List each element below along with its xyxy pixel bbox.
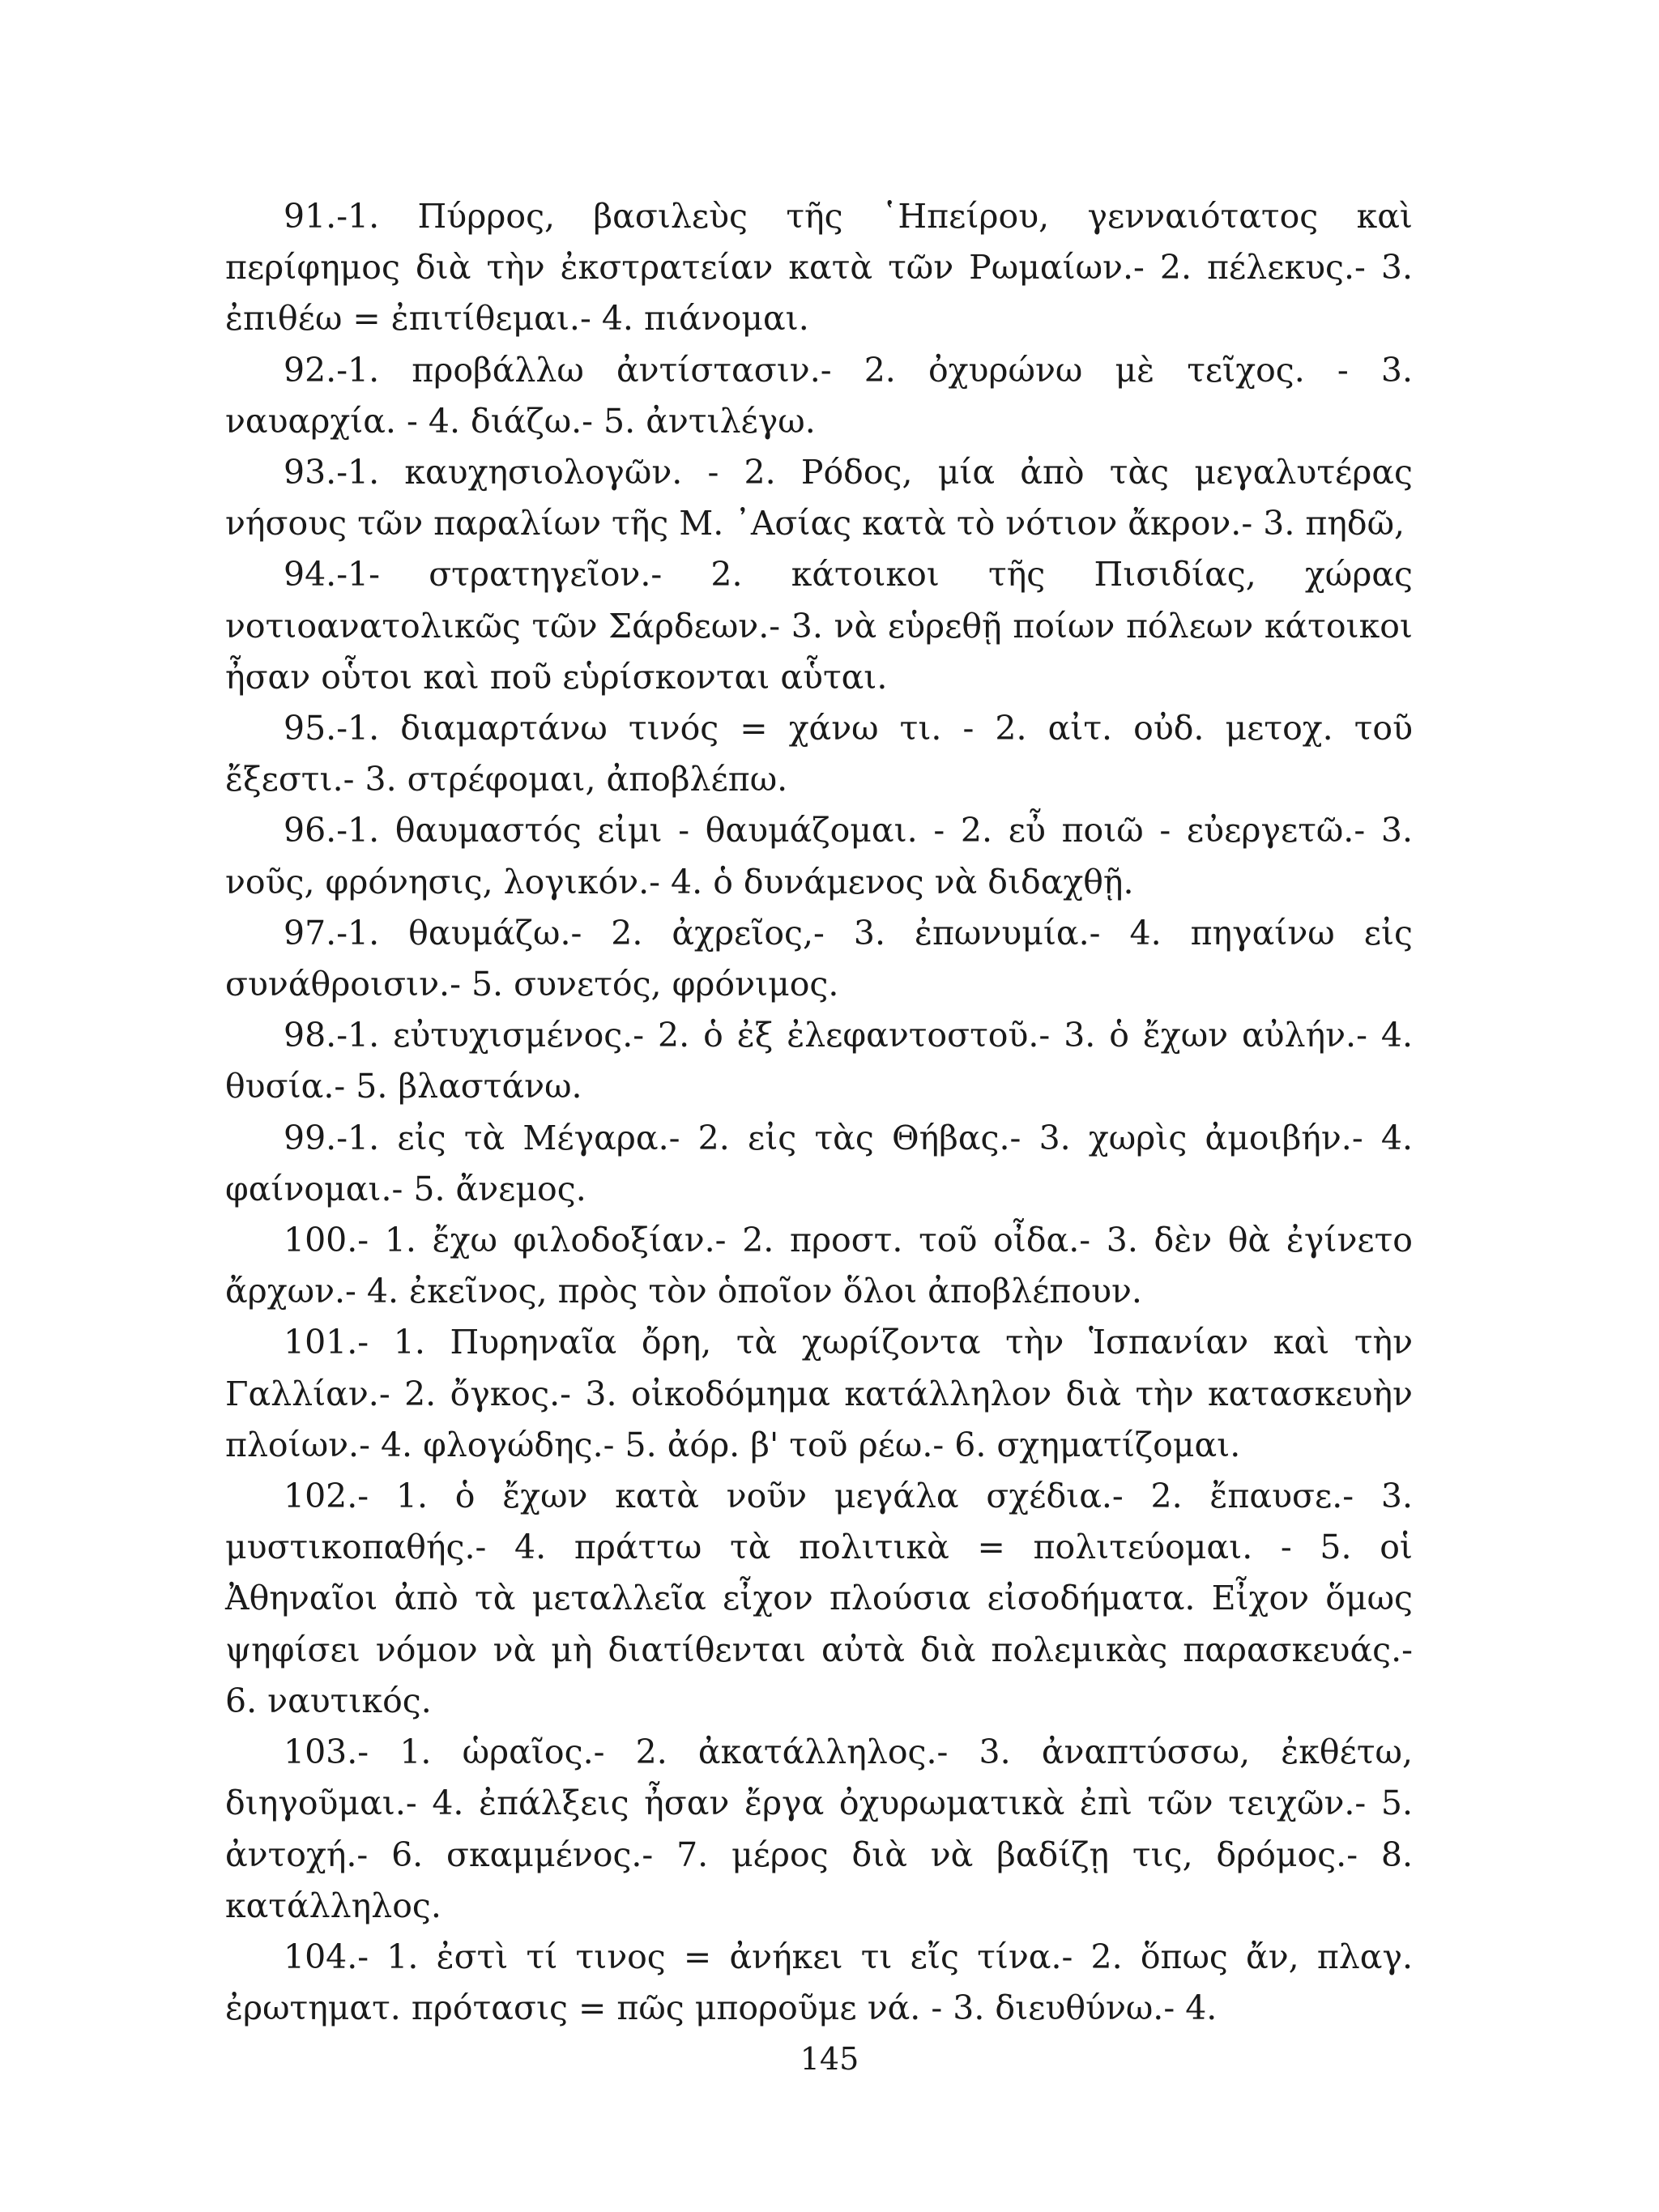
entry-102: 102.- 1. ὁ ἔχων κατὰ νοῦν μεγάλα σχέδια.- 2. ἔπαυσε.- 3. μυστικοπαθής.- 4. πράττω τὰ πολιτικὰ = πολιτεύομαι. - 5. οἱ Ἀθηναῖοι ἀπὸ τὰ μεταλλεῖα εἶχον πλούσια εἰσοδήματα. Εἶχον ὅμως ψηφίσει νόμον νὰ μὴ διατίθενται αὐτὰ διὰ πολεμικὰς παρασκευάς.- 6. ναυτικός. xyxy=(225,1477,1413,1720)
entry-92: 92.-1. προβάλλω ἀντίστασιν.- 2. ὀχυρώνω μὲ τεῖχος. - 3. ναυαρχία. - 4. διάζω.- 5. ἀντιλέγω. xyxy=(225,350,1413,441)
entry-103: 103.- 1. ὡραῖος.- 2. ἀκατάλληλος.- 3. ἀναπτύσσω, ἐκθέτω, διηγοῦμαι.- 4. ἐπάλξεις ἦσαν ἔργα ὀχυρωματικὰ ἐπὶ τῶν τειχῶν.- 5. ἀντοχή.- 6. σκαμμένος.- 7. μέρος διὰ νὰ βαδίζῃ τις, δρόμος.- 8. κατάλληλος. xyxy=(225,1733,1413,1925)
entry-94: 94.-1- στρατηγεῖον.- 2. κάτοικοι τῆς Πισιδίας, χώρας νοτιοανατολικῶς τῶν Σάρδεων.- 3. νὰ εὑρεθῇ ποίων πόλεων κάτοικοι ἦσαν οὗτοι καὶ ποῦ εὑρίσκονται αὗται. xyxy=(225,555,1413,697)
entry-95: 95.-1. διαμαρτάνω τινός = χάνω τι. - 2. αἰτ. οὐδ. μετοχ. τοῦ ἔξεστι.- 3. στρέφομαι, ἀποβλέπω. xyxy=(225,709,1413,799)
entry-97: 97.-1. θαυμάζω.- 2. ἀχρεῖος,- 3. ἐπωνυμία.- 4. πηγαίνω εἰς συνάθροισιν.- 5. συνετός, φρόνιμος. xyxy=(225,913,1413,1004)
entry-98: 98.-1. εὐτυχισμένος.- 2. ὁ ἐξ ἐλεφαντοστοῦ.- 3. ὁ ἔχων αὐλήν.- 4. θυσία.- 5. βλαστάνω. xyxy=(225,1016,1413,1106)
entry-96: 96.-1. θαυμαστός εἰμι - θαυμάζομαι. - 2. εὖ ποιῶ - εὐεργετῶ.- 3. νοῦς, φρόνησις, λογικόν.- 4. ὁ δυνάμενος νὰ διδαχθῇ. xyxy=(225,811,1413,901)
entry-99: 99.-1. εἰς τὰ Μέγαρα.- 2. εἰς τὰς Θήβας.- 3. χωρὶς ἀμοιβήν.- 4. φαίνομαι.- 5. ἄνεμος. xyxy=(225,1118,1413,1208)
page-number: 145 xyxy=(800,2041,859,2077)
page-body xyxy=(225,191,1413,2034)
entry-104: 104.- 1. ἐστὶ τί τινος = ἀνήκει τι εἴς τίνα.- 2. ὅπως ἄν, πλαγ. ἐρωτηματ. πρότασις = πῶς μποροῦμε νά. - 3. διευθύνω.- 4. xyxy=(225,1937,1413,2028)
entry-91: 91.-1. Πύρρος, βασιλεὺς τῆς ῾Ηπείρου, γενναιότατος καὶ περίφημος διὰ τὴν ἐκστρατείαν κατὰ τῶν Ρωμαίων.- 2. πέλεκυς.- 3. ἐπιθέω = ἐπιτίθεμαι.- 4. πιάνομαι. xyxy=(225,197,1413,339)
entry-93: 93.-1. καυχησιολογῶν. - 2. Ρόδος, μία ἀπὸ τὰς μεγαλυτέρας νήσους τῶν παραλίων τῆς Μ. ᾿Ασίας κατὰ τὸ νότιον ἄκρον.- 3. πηδῶ, xyxy=(225,453,1413,543)
entry-100: 100.- 1. ἔχω φιλοδοξίαν.- 2. προστ. τοῦ οἶδα.- 3. δὲν θὰ ἐγίνετο ἄρχων.- 4. ἐκεῖνος, πρὸς τὸν ὁποῖον ὅλοι ἀποβλέπουν. xyxy=(225,1221,1413,1311)
entry-101: 101.- 1. Πυρηναῖα ὄρη, τὰ χωρίζοντα τὴν Ἱσπανίαν καὶ τὴν Γαλλίαν.- 2. ὄγκος.- 3. οἰκοδόμημα κατάλληλον διὰ τὴν κατασκευὴν πλοίων.- 4. φλογώδης.- 5. ἀόρ. β' τοῦ ρέω.- 6. σχηματίζομαι. xyxy=(225,1323,1413,1464)
